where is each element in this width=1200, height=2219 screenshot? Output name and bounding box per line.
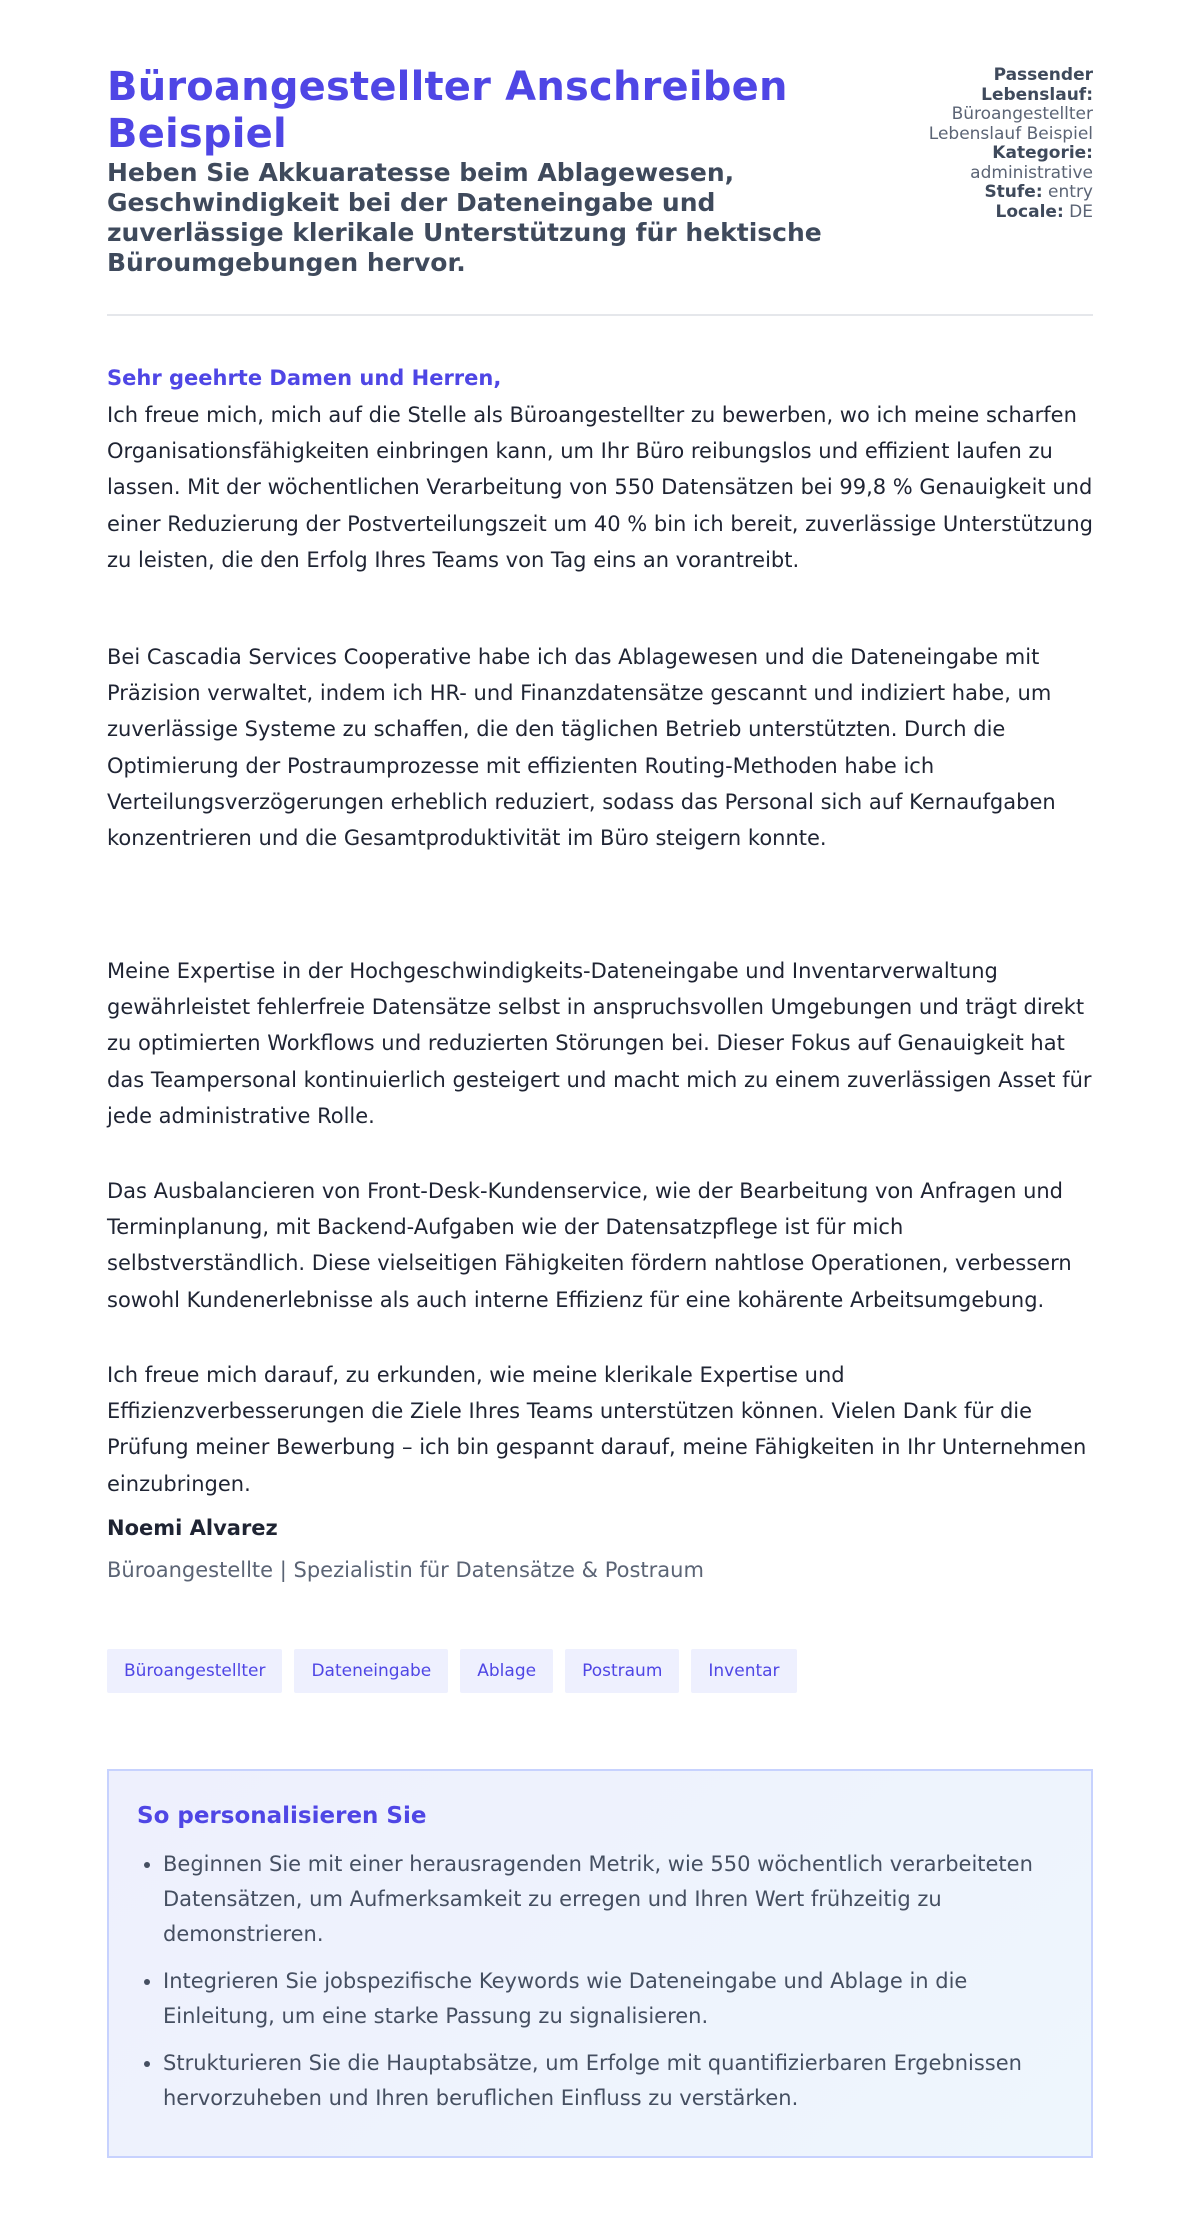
- tag-chip[interactable]: Postraum: [565, 1649, 679, 1693]
- meta-resume-value[interactable]: Büroangestellter Lebenslauf Beispiel: [928, 104, 1093, 144]
- tip-item: • Beginnen Sie mit einer herausragenden Metrik, wie 550 wöchentlich verarbeiteten Datensätzen, um Aufmerksamkeit zu erregen und Ihren Wert frühzeitig zu demonstrieren.: [163, 1847, 1063, 1952]
- document-meta: [893, 66, 1093, 222]
- meta-level-value: entry: [1048, 182, 1093, 202]
- letter-paragraph-4: Das Ausbalancieren von Front-Desk-Kundenservice, wie der Bearbeitung von Anfragen und Terminplanung, mit Backend-Aufgaben wie der Datensatzpflege ist für mich selbstverständlich. Diese vielseitigen Fähigkeiten fördern nahtlose Operationen, verbessern sowohl Kundenerlebnisse als auch interne Effizienz für eine kohärente Arbeitsumgebung.: [107, 1179, 1072, 1312]
- tag-chip[interactable]: Dateneingabe: [294, 1649, 448, 1693]
- meta-resume-key: Passender Lebenslauf:: [981, 65, 1093, 105]
- signature-name: Noemi Alvarez: [107, 1516, 278, 1540]
- signature-role: Büroangestellte | Spezialistin für Datensätze & Postraum: [107, 1558, 704, 1582]
- meta-category: [893, 144, 1093, 183]
- tip-item: • Integrieren Sie jobspezifische Keywords wie Dateneingabe und Ablage in die Einleitung, um eine starke Passung zu signalisieren.: [163, 1964, 1063, 2034]
- letter-paragraph-2: Bei Cascadia Services Cooperative habe ich das Ablagewesen und die Dateneingabe mit Präzision verwaltet, indem ich HR- und Finanzdatensätze gescannt und indiziert habe, um zuverlässige Systeme zu schaffen, die den täglichen Betrieb unterstützten. Durch die Optimierung der Postraumprozesse mit effizienten Routing-Methoden habe ich Verteilungsverzögerungen erheblich reduziert, sodass das Personal sich auf Kernaufgaben konzentrieren und die Gesamtproduktivität im Büro steigern konnte.: [107, 645, 1056, 851]
- page-title: Büroangestellter Anschreiben Beispiel: [107, 64, 788, 157]
- tips-title: So personalisieren Sie: [137, 1803, 427, 1829]
- meta-locale-key: Locale:: [995, 201, 1064, 222]
- meta-locale: [893, 203, 1093, 223]
- cover-letter-document: [107, 64, 1093, 2110]
- tip-item: • Strukturieren Sie die Hauptabsätze, um Erfolge mit quantifizierbaren Ergebnissen hervorzuheben und Ihren beruflichen Einfluss zu verstärken.: [163, 2046, 1063, 2116]
- personalization-tips-box: [107, 1769, 1093, 2158]
- letter-paragraph-5: Ich freue mich darauf, zu erkunden, wie meine klerikale Expertise und Effizienzverbesserungen die Ziele Ihres Teams unterstützen können. Vielen Dank für die Prüfung meiner Bewerbung – ich bin gespannt darauf, meine Fähigkeiten in Ihr Unternehmen einzubringen.: [107, 1363, 1087, 1496]
- meta-level: [893, 183, 1093, 203]
- tips-list: [137, 1847, 1063, 2116]
- tag-chip[interactable]: Inventar: [691, 1649, 796, 1693]
- meta-category-value: administrative: [970, 162, 1093, 183]
- page-subtitle: Heben Sie Akkuaratesse beim Ablagewesen, Geschwindigkeit bei der Dateneingabe und zuverlässige klerikale Unterstützung für hektische Büroumgebungen hervor.: [107, 158, 822, 277]
- salutation: Sehr geehrte Damen und Herren,: [107, 366, 502, 390]
- letter-paragraph-3: Meine Expertise in der Hochgeschwindigkeits-Dateneingabe und Inventarverwaltung gewährleistet fehlerfreie Datensätze selbst in anspruchsvollen Umgebungen und trägt direkt zu optimierten Workflows und reduzierten Störungen bei. Dieser Fokus auf Genauigkeit hat das Teampersonal kontinuierlich gesteigert und macht mich zu einem zuverlässigen Asset für jede administrative Rolle.: [107, 959, 1092, 1128]
- tag-chip[interactable]: Büroangestellter: [107, 1649, 282, 1693]
- document-header: [107, 64, 1093, 316]
- meta-resume: [893, 66, 1093, 144]
- tag-list: [107, 1649, 797, 1693]
- meta-level-key: Stufe:: [984, 182, 1043, 202]
- meta-locale-value: DE: [1069, 201, 1093, 222]
- tag-chip[interactable]: Ablage: [460, 1649, 553, 1693]
- letter-paragraph-1: Ich freue mich, mich auf die Stelle als Büroangestellter zu bewerben, wo ich meine scharfen Organisationsfähigkeiten einbringen kann, um Ihr Büro reibungslos und effizient laufen zu lassen. Mit der wöchentlichen Verarbeitung von 550 Datensätzen bei 99,8 % Genauigkeit und einer Reduzierung der Postverteilungszeit um 40 % bin ich bereit, zuverlässige Unterstützung zu leisten, die den Erfolg Ihres Teams von Tag eins an vorantreibt.: [107, 403, 1093, 572]
- meta-category-key: Kategorie:: [992, 143, 1093, 163]
